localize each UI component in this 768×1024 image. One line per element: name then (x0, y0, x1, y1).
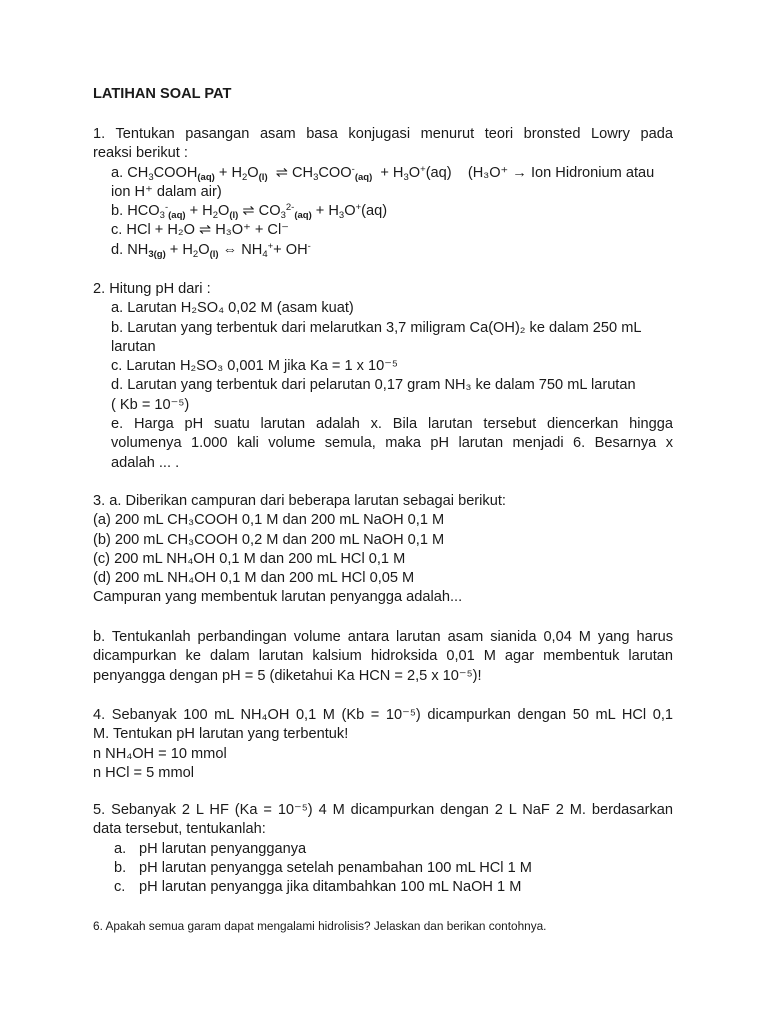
q2-item-a: a. Larutan H₂SO₄ 0,02 M (asam kuat) (111, 300, 354, 317)
q4-line1: 4. Sebanyak 100 mL NH₄OH 0,1 M (Kb = 10⁻⁵) dicampurkan dengan 50 mL HCl 0,1 (93, 707, 673, 723)
q2-item-e: e. Harga pH suatu larutan adalah x. Bila larutan tersebut diencerkan hingga (111, 416, 673, 433)
q1-item-b: b. $HCO_3^-_{(aq)} + H_2O_{(l)}$ ⇌ $CO_3^{2-}_{(aq)} + H_3O^+(aq)$ (111, 202, 388, 222)
q1-intro-line1: 1. Tentukan pasangan asam basa konjugasi menurut teori bronsted Lowry pada (93, 126, 673, 142)
q4-line2: M. Tentukan pH larutan yang terbentuk! (93, 726, 349, 743)
q1-intro-line2: reaksi berikut : (93, 145, 188, 162)
q2-item-e-line3: adalah ... . (111, 454, 180, 471)
list-item: b. pH larutan penyangga setelah penambahan 100 mL HCl 1 M (114, 859, 532, 876)
q1-item-c: c. HCl + H₂O ⇌ H₃O⁺ + Cl⁻ (111, 222, 289, 239)
page-title: LATIHAN SOAL PAT (93, 86, 232, 102)
question-1 (93, 125, 673, 260)
q3b-line3: penyangga dengan pH = 5 (diketahui Ka HCN = 2,5 x 10⁻⁵)! (93, 667, 482, 684)
question-3b (93, 628, 673, 686)
q2-item-e-line2: volumenya 1.000 kali volume semula, maka pH larutan menjadi 6. Besarnya x (111, 435, 673, 452)
question-2 (93, 280, 673, 473)
q1-item-d: d. $NH_{3(g)} + H_2O_{(l)}$ ⇔ $NH_4^++ OH^-$ (111, 240, 311, 260)
q2-item-b: b. Larutan yang terbentuk dari melarutkan 3,7 miligram Ca(OH)₂ ke dalam 250 mL (111, 319, 642, 336)
q2-intro: 2. Hitung pH dari : (93, 281, 211, 297)
question-3a (93, 492, 673, 608)
q5-list (93, 840, 673, 898)
q3-option-b: (b) 200 mL CH₃COOH 0,2 M dan 200 mL NaOH 0,1 M (93, 531, 445, 548)
q2-item-d: d. Larutan yang terbentuk dari pelarutan 0,17 gram NH₃ ke dalam 750 mL larutan (111, 377, 636, 394)
q4-line4: n HCl = 5 mmol (93, 764, 194, 781)
q3-option-c: (c) 200 mL NH₄OH 0,1 M dan 200 mL HCl 0,1 M (93, 550, 406, 567)
q3b-line2: dicampurkan ke dalam larutan kalsium hidroksida 0,01 M agar membentuk larutan (93, 648, 673, 665)
q3-option-d: (d) 200 mL NH₄OH 0,1 M dan 200 mL HCl 0,05 M (93, 570, 415, 587)
q3-option-a: (a) 200 mL CH₃COOH 0,1 M dan 200 mL NaOH 0,1 M (93, 512, 445, 529)
q3b-line1: b. Tentukanlah perbandingan volume antara larutan asam sianida 0,04 M yang harus (93, 629, 673, 645)
list-item: a. pH larutan penyangganya (114, 840, 307, 857)
q3-question: Campuran yang membentuk larutan penyangga adalah... (93, 589, 463, 606)
q2-item-c: c. Larutan H₂SO₃ 0,001 M jika Ka = 1 x 10⁻⁵ (111, 358, 398, 375)
q4-line3: n NH₄OH = 10 mmol (93, 745, 227, 762)
question-5 (93, 801, 673, 897)
q1-item-a: a. $CH_3COOH_{(aq)} + H_2O_{(l)}$ ⇌ $CH_3COO^-_{(aq)} + H_3O^+(aq)$ (H₃O⁺ → Ion Hidronium atau (111, 163, 655, 183)
q5-line1: 5. Sebanyak 2 L HF (Ka = 10⁻⁵) 4 M dicampurkan dengan 2 L NaF 2 M. berdasarkan (93, 802, 673, 818)
question-4 (93, 706, 673, 783)
q2-item-d-line2: ( Kb = 10⁻⁵) (111, 396, 190, 413)
q1-item-a-line2: ion H⁺ dalam air) (111, 183, 222, 200)
q2-item-b-line2: larutan (111, 338, 156, 355)
q5-line2: data tersebut, tentukanlah: (93, 821, 266, 838)
q3-intro: 3. a. Diberikan campuran dari beberapa larutan sebagai berikut: (93, 493, 506, 509)
list-item: c. pH larutan penyangga jika ditambahkan 100 mL NaOH 1 M (114, 879, 522, 896)
question-6: 6. Apakah semua garam dapat mengalami hidrolisis? Jelaskan dan berikan contohnya. (93, 919, 547, 933)
